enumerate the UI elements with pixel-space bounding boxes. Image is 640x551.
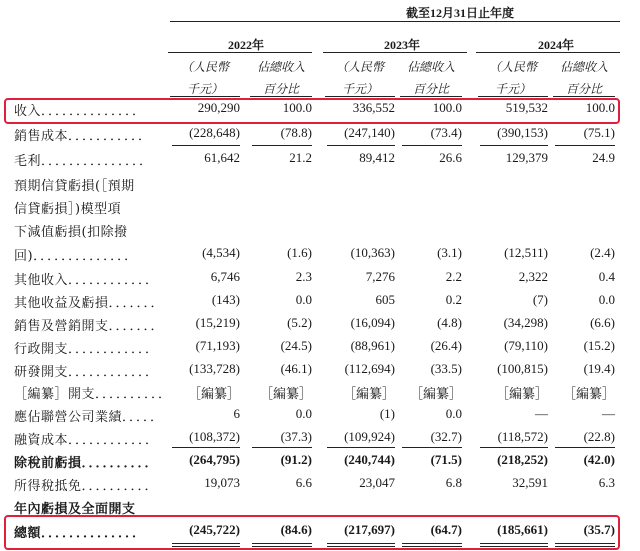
row-label: 應佔聯營公司業績．．．．．	[14, 410, 164, 425]
cell-value: (10,363)	[350, 245, 395, 260]
highlight-total-row	[4, 515, 620, 550]
subtotal-rule	[480, 145, 548, 146]
cell-value: (100,815)	[497, 361, 548, 376]
cell-value: (33.5)	[430, 361, 462, 376]
cell-value: 61,642	[204, 150, 240, 165]
subtotal-rule	[252, 447, 312, 448]
cell-value: 100.0	[432, 100, 462, 115]
amount-col-header	[170, 56, 240, 100]
year-header: 2022年	[227, 38, 264, 52]
header-underline-amount	[170, 96, 240, 97]
cell-value: (91.2)	[280, 452, 312, 467]
header-underline-amount	[478, 96, 548, 97]
cell-value: 21.2	[289, 150, 312, 165]
row-label: 年內虧損及全面開支	[14, 502, 136, 517]
row-label: 除稅前虧損．．．．．．．．．．	[14, 456, 159, 471]
cell-value: 32,591	[512, 475, 548, 490]
cell-value: (264,795)	[189, 452, 240, 467]
pct-col-header-line: 佔總收入	[559, 60, 608, 74]
year-underline	[323, 52, 467, 53]
amount-col-header-line: （人民幣	[180, 60, 229, 74]
pct-col-header-line: 佔總收入	[406, 60, 455, 74]
cell-value: 519,532	[505, 100, 548, 115]
cell-value: (32.7)	[430, 429, 462, 444]
cell-value: 0.0	[445, 406, 462, 421]
amount-col-header-line: 千元）	[186, 82, 223, 96]
cell-value: ［編纂］	[259, 386, 312, 401]
row-label: 銷售及營銷開支．．．．．．．	[14, 319, 165, 334]
cell-value: 6.8	[445, 475, 462, 490]
cell-value: (12,511)	[504, 245, 548, 260]
cell-value: 605	[375, 292, 395, 307]
cell-value: 24.9	[592, 150, 615, 165]
cell-value: (78.8)	[280, 125, 312, 140]
cell-value: (185,661)	[497, 522, 548, 537]
pct-col-header-line: 百分比	[262, 82, 299, 96]
row-label: 總額．．．．．．．．．．．．．．	[14, 526, 146, 541]
pct-col-header-line: 佔總收入	[256, 60, 305, 74]
cell-value: (26.4)	[430, 338, 462, 353]
cell-value: (118,572)	[497, 429, 548, 444]
amount-col-header-line: （人民幣	[335, 60, 384, 74]
subtotal-rule	[252, 145, 312, 146]
cell-value: (228,648)	[189, 125, 240, 140]
row-label: 預期信貸虧損(［預期	[14, 179, 135, 194]
highlight-revenue-row	[4, 98, 620, 124]
cell-value: (24.5)	[280, 338, 312, 353]
subtotal-rule	[172, 145, 240, 146]
cell-value: (1)	[379, 406, 395, 421]
row-label: 其他收益及虧損．．．．．．．	[14, 296, 165, 311]
cell-value: 6,746	[210, 269, 240, 284]
cell-value: —	[602, 406, 615, 421]
cell-value: (84.6)	[280, 522, 312, 537]
row-label: 研發開支．．．．．．．．．．．．	[14, 365, 159, 380]
subtotal-rule	[555, 145, 615, 146]
cell-value: 26.6	[439, 150, 462, 165]
cell-value: (22.8)	[583, 429, 615, 444]
cell-value: 0.2	[445, 292, 462, 307]
cell-value: ［編纂］	[495, 386, 548, 401]
cell-value: 6.3	[598, 475, 615, 490]
cell-value: (143)	[211, 292, 240, 307]
row-label: 毛利．．．．．．．．．．．．．．．	[14, 154, 153, 169]
cell-value: (75.1)	[583, 125, 615, 140]
cell-value: (73.4)	[430, 125, 462, 140]
cell-value: (133,728)	[189, 361, 240, 376]
cell-value: ［編纂］	[187, 386, 240, 401]
subtotal-rule	[555, 447, 615, 448]
cell-value: (218,252)	[497, 452, 548, 467]
cell-value: 336,552	[352, 100, 395, 115]
cell-value: 100.0	[585, 100, 615, 115]
row-label: 收入．．．．．．．．．．．．．．	[14, 104, 146, 119]
cell-value: 129,379	[505, 150, 548, 165]
subtotal-rule	[402, 447, 462, 448]
cell-value: 2.2	[445, 269, 462, 284]
cell-value: ［編纂］	[562, 386, 615, 401]
subtotal-rule	[327, 447, 395, 448]
cell-value: 100.0	[282, 100, 312, 115]
row-label: 融資成本．．．．．．．．．．．．	[14, 433, 159, 448]
year-underline	[168, 52, 312, 53]
cell-value: (34,298)	[503, 315, 548, 330]
header-underline-pct	[553, 96, 615, 97]
year-header: 2024年	[537, 38, 574, 52]
pct-col-header	[549, 56, 619, 100]
cell-value: 19,073	[204, 475, 240, 490]
cell-value: (71,193)	[195, 338, 240, 353]
cell-value: (6.6)	[590, 315, 615, 330]
cell-value: 0.0	[295, 406, 312, 421]
cell-value: 23,047	[359, 475, 395, 490]
header-underline-pct	[250, 96, 312, 97]
subtotal-rule	[480, 447, 548, 448]
row-label: 銷售成本．．．．．．．．．．．	[14, 129, 152, 144]
cell-value: (217,697)	[344, 522, 395, 537]
cell-value: (15.2)	[583, 338, 615, 353]
cell-value: ［編纂］	[342, 386, 395, 401]
subtotal-rule	[402, 145, 462, 146]
cell-value: (7)	[532, 292, 548, 307]
subtotal-rule	[172, 447, 240, 448]
cell-value: (4,534)	[202, 245, 240, 260]
amount-col-header-line: 千元）	[341, 82, 378, 96]
pct-col-header-line: 百分比	[565, 82, 602, 96]
pct-col-header	[246, 56, 316, 100]
cell-value: (247,140)	[344, 125, 395, 140]
row-label: 行政開支．．．．．．．．．．．．	[14, 342, 159, 357]
cell-value: (245,722)	[189, 522, 240, 537]
cell-value: (88,961)	[350, 338, 395, 353]
cell-value: (35.7)	[583, 522, 615, 537]
period-header-underline	[170, 21, 620, 22]
cell-value: (16,094)	[350, 315, 395, 330]
cell-value: (5.2)	[287, 315, 312, 330]
cell-value: 6	[233, 406, 240, 421]
pct-col-header	[396, 56, 466, 100]
cell-value: (15,219)	[195, 315, 240, 330]
amount-col-header-line: （人民幣	[488, 60, 537, 74]
cell-value: 6.6	[295, 475, 312, 490]
cell-value: (19.4)	[583, 361, 615, 376]
year-header: 2023年	[383, 38, 420, 52]
cell-value: 89,412	[359, 150, 395, 165]
cell-value: (37.3)	[280, 429, 312, 444]
cell-value: (108,372)	[189, 429, 240, 444]
cell-value: (42.0)	[583, 452, 615, 467]
row-label: 回)．．．．．．．．．．．．．．	[14, 249, 138, 264]
cell-value: ［編纂］	[409, 386, 462, 401]
cell-value: 0.0	[598, 292, 615, 307]
row-label: ［編纂］開支．．．．．．．．．．	[14, 387, 172, 402]
pct-col-header-line: 百分比	[412, 82, 449, 96]
cell-value: 2.3	[295, 269, 312, 284]
cell-value: (2.4)	[590, 245, 615, 260]
cell-value: 290,290	[197, 100, 240, 115]
cell-value: (390,153)	[497, 125, 548, 140]
cell-value: (3.1)	[437, 245, 462, 260]
row-label: 其他收入．．．．．．．．．．．．	[14, 273, 159, 288]
header-underline-amount	[325, 96, 395, 97]
cell-value: (79,110)	[504, 338, 548, 353]
cell-value: (109,924)	[344, 429, 395, 444]
header-underline-pct	[400, 96, 462, 97]
cell-value: 2,322	[518, 269, 548, 284]
period-header: 截至12月31日止年度	[405, 6, 514, 20]
cell-value: (1.6)	[287, 245, 312, 260]
row-label: 信貸虧損］)模型項	[14, 202, 122, 217]
row-label: 所得稅抵免．．．．．．．．．．	[14, 479, 159, 494]
cell-value: 0.0	[295, 292, 312, 307]
cell-value: (240,744)	[344, 452, 395, 467]
cell-value: (71.5)	[430, 452, 462, 467]
amount-col-header-line: 千元）	[494, 82, 531, 96]
cell-value: (46.1)	[280, 361, 312, 376]
cell-value: (112,694)	[344, 361, 395, 376]
amount-col-header	[478, 56, 548, 100]
cell-value: (64.7)	[430, 522, 462, 537]
subtotal-rule	[327, 145, 395, 146]
amount-col-header	[325, 56, 395, 100]
cell-value: —	[535, 406, 548, 421]
cell-value: (4.8)	[437, 315, 462, 330]
cell-value: 7,276	[365, 269, 395, 284]
cell-value: 0.4	[598, 269, 615, 284]
year-underline	[476, 52, 620, 53]
row-label: 下減值虧損(扣除撥	[14, 225, 128, 240]
